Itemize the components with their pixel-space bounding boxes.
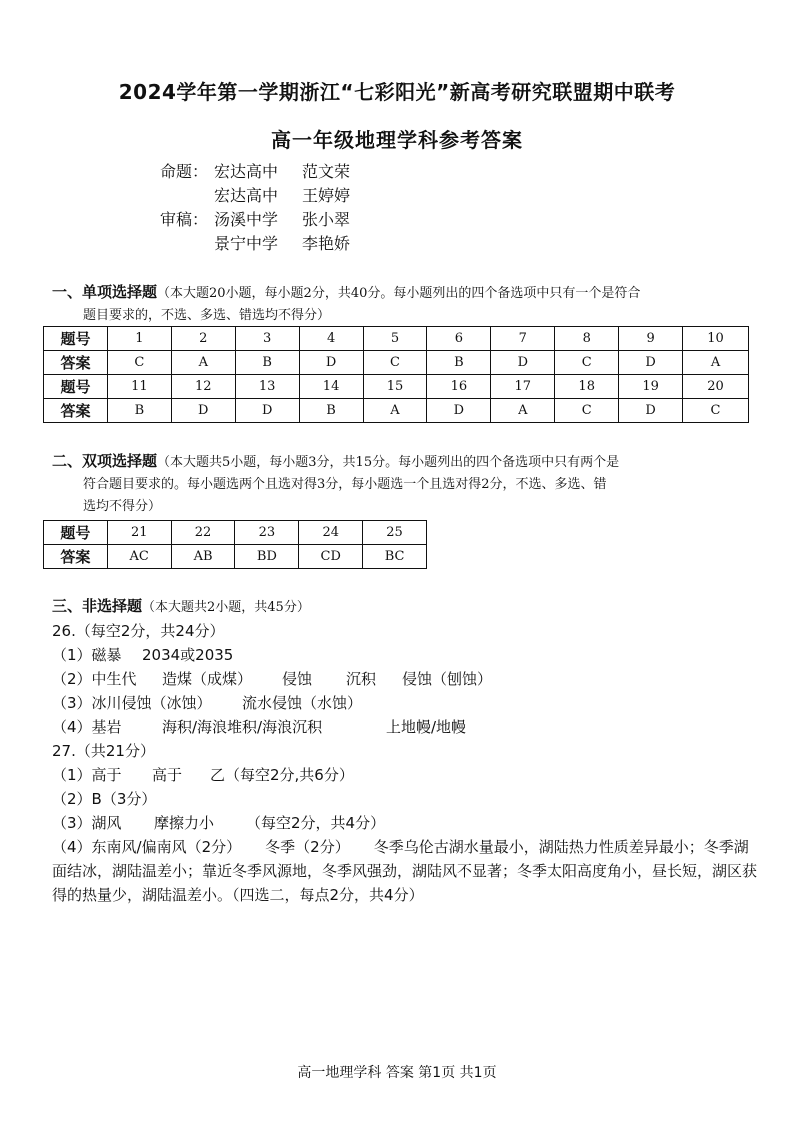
section3-answers: [52, 619, 762, 907]
q26-part2: [52, 667, 762, 691]
answer-cell: D: [235, 399, 299, 423]
section3-header: [52, 595, 752, 619]
staff-name: 李艳娇: [302, 234, 351, 253]
answer-cell: A: [171, 351, 235, 375]
question-number: 8: [555, 327, 619, 351]
table-row: [44, 545, 427, 569]
answer-text: 摩擦力小: [154, 814, 215, 832]
answer-text: 冬季（2分）: [265, 838, 350, 856]
section1-header: [52, 281, 752, 327]
table-row: [44, 375, 749, 399]
answer-text: （每空2分，共4分）: [246, 814, 386, 832]
staff-row: [160, 232, 350, 256]
question-number: 24: [299, 521, 363, 545]
answer-text: 乙（每空2分,共6分）: [210, 766, 354, 784]
answer-text: 海积/海浪堆积/海浪沉积: [162, 718, 323, 736]
question-number: 18: [555, 375, 619, 399]
answer-cell: C: [363, 351, 427, 375]
section1-instructions-cont: 题目要求的，不选、多选、错选均不得分）: [83, 308, 331, 323]
answer-text: 侵蚀: [282, 670, 313, 688]
question-number: 2: [171, 327, 235, 351]
page-footer: 高一地理学科 答案 第1页 共1页: [297, 1065, 497, 1081]
answer-cell: BC: [363, 545, 427, 569]
staff-role: 审稿：: [160, 210, 209, 229]
section1-instructions: （本大题20小题，每小题2分，共40分。每小题列出的四个备选项中只有一个是符合: [157, 286, 641, 301]
section3-instructions: （本大题共2小题，共45分）: [142, 600, 310, 615]
staff-name: 王婷婷: [302, 186, 351, 205]
answer-cell: D: [619, 399, 683, 423]
answer-cell: CD: [299, 545, 363, 569]
number-label: 题号: [44, 327, 108, 351]
answer-text: 冬季乌伦古湖水量最小，湖陆热力性质差异最小；冬季湖面结冰，湖陆温差小；靠近冬季风源地，冬季风强劲，湖陆风不显著；冬季太阳高度角小，昼长短，湖区获得的热量少，湖陆温差小。（四选二，每点2分，共4分）: [52, 838, 758, 904]
answer-text: （1）磁暴: [52, 646, 122, 664]
answer-cell: A: [363, 399, 427, 423]
answer-cell: D: [427, 399, 491, 423]
answer-label: 答案: [44, 545, 108, 569]
answer-text: （3）湖风: [52, 814, 122, 832]
staff-school: 汤溪中学: [214, 210, 279, 229]
question-number: 14: [299, 375, 363, 399]
section2-instructions: （本大题共5小题，每小题3分，共15分。每小题列出的四个备选项中只有两个是: [157, 455, 620, 470]
question-number: 20: [683, 375, 749, 399]
staff-row: [160, 208, 350, 232]
staff-list: [160, 160, 350, 256]
answer-cell: D: [299, 351, 363, 375]
question-number: 23: [235, 521, 299, 545]
staff-name: 张小翠: [302, 210, 351, 229]
question-number: 7: [491, 327, 555, 351]
staff-row: [160, 184, 350, 208]
answer-cell: B: [299, 399, 363, 423]
answer-cell: B: [107, 399, 171, 423]
answer-text: 2034或2035: [142, 646, 234, 664]
answer-text: 高于: [152, 766, 183, 784]
answer-text: 沉积: [346, 670, 377, 688]
staff-school: 宏达高中: [214, 162, 279, 181]
answer-label: 答案: [44, 351, 108, 375]
double-choice-table: [43, 520, 427, 569]
answer-cell: B: [427, 351, 491, 375]
section2-heading: 二、双项选择题: [52, 452, 158, 470]
exam-title: 2024学年第一学期浙江“七彩阳光”新高考研究联盟期中联考: [118, 80, 676, 104]
staff-role: 命题：: [160, 162, 209, 181]
question-number: 12: [171, 375, 235, 399]
answer-text: （4）基岩: [52, 718, 122, 736]
answer-text: 流水侵蚀（水蚀）: [242, 694, 363, 712]
q27-part2: （2）B（3分）: [52, 790, 157, 808]
answer-cell: D: [491, 351, 555, 375]
section2-instructions-cont: 符合题目要求的。每小题选两个且选对得3分，每小题选一个且选对得2分，不选、多选、错: [83, 477, 607, 492]
question-number: 15: [363, 375, 427, 399]
number-label: 题号: [44, 521, 108, 545]
question-number: 25: [363, 521, 427, 545]
answer-text: 上地幔/地幔: [386, 718, 467, 736]
answer-text: 侵蚀（刨蚀）: [402, 670, 493, 688]
answer-key-title: 高一年级地理学科参考答案: [271, 128, 523, 152]
q27-part4: [52, 835, 762, 907]
q26-part4: [52, 715, 762, 739]
question-number: 4: [299, 327, 363, 351]
answer-text: 造煤（成煤）: [162, 670, 253, 688]
question-number: 11: [107, 375, 171, 399]
question-number: 13: [235, 375, 299, 399]
question-number: 9: [619, 327, 683, 351]
staff-school: 景宁中学: [214, 234, 279, 253]
answer-cell: C: [107, 351, 171, 375]
q27-part1: [52, 763, 762, 787]
section3-heading: 三、非选择题: [52, 597, 143, 615]
q27-title: 27.（共21分）: [52, 742, 155, 760]
single-choice-table: [43, 326, 749, 423]
answer-text: （2）中生代: [52, 670, 137, 688]
table-row: [44, 521, 427, 545]
question-number: 6: [427, 327, 491, 351]
number-label: 题号: [44, 375, 108, 399]
answer-cell: D: [171, 399, 235, 423]
answer-text: （3）冰川侵蚀（冰蚀）: [52, 694, 212, 712]
question-number: 22: [171, 521, 235, 545]
answer-label: 答案: [44, 399, 108, 423]
q26-title: 26.（每空2分，共24分）: [52, 622, 225, 640]
table-row: [44, 399, 749, 423]
staff-row: [160, 160, 350, 184]
answer-cell: BD: [235, 545, 299, 569]
answer-cell: D: [619, 351, 683, 375]
q26-part1: [52, 643, 762, 667]
answer-cell: C: [683, 399, 749, 423]
question-number: 1: [107, 327, 171, 351]
answer-cell: A: [683, 351, 749, 375]
answer-cell: C: [555, 351, 619, 375]
table-row: [44, 327, 749, 351]
answer-cell: AB: [171, 545, 235, 569]
question-number: 17: [491, 375, 555, 399]
question-number: 16: [427, 375, 491, 399]
answer-cell: C: [555, 399, 619, 423]
table-row: [44, 351, 749, 375]
answer-text: （1）高于: [52, 766, 122, 784]
q26-part3: [52, 691, 762, 715]
question-number: 19: [619, 375, 683, 399]
question-number: 3: [235, 327, 299, 351]
answer-cell: A: [491, 399, 555, 423]
section2-instructions-cont: 选均不得分）: [83, 499, 162, 514]
answer-cell: B: [235, 351, 299, 375]
staff-school: 宏达高中: [214, 186, 279, 205]
question-number: 10: [683, 327, 749, 351]
answer-text: （4）东南风/偏南风（2分）: [52, 838, 242, 856]
staff-name: 范文荣: [302, 162, 351, 181]
answer-cell: AC: [107, 545, 171, 569]
section2-header: [52, 450, 752, 518]
question-number: 5: [363, 327, 427, 351]
q27-part3: [52, 811, 762, 835]
section1-heading: 一、单项选择题: [52, 283, 158, 301]
question-number: 21: [107, 521, 171, 545]
